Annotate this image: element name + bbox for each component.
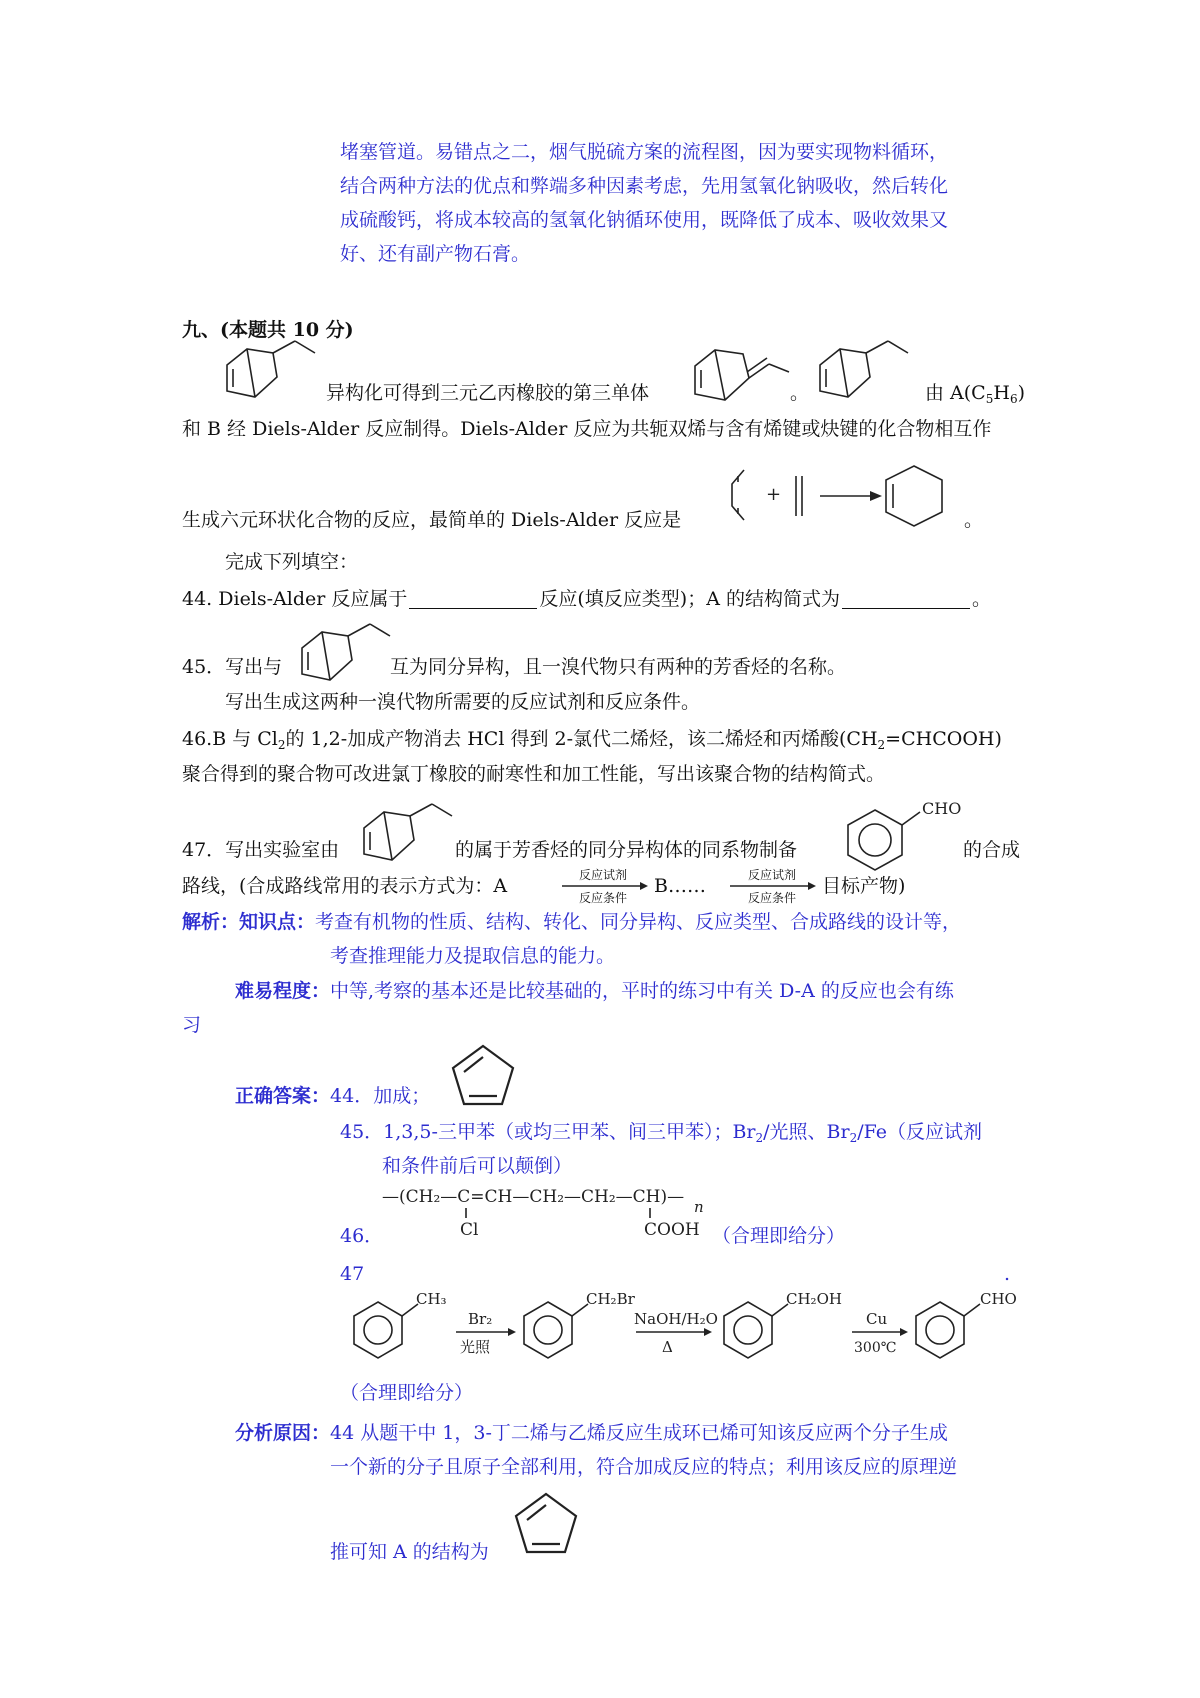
svg-text:Cl: Cl xyxy=(460,1220,479,1240)
answer-44: 正确答案：44．加成； xyxy=(235,1085,431,1107)
svg-text:Cu: Cu xyxy=(866,1310,888,1328)
question-47-e: B…… xyxy=(654,875,706,897)
arrow-1 xyxy=(560,880,650,892)
question-47-c: 的合成 xyxy=(963,839,1021,861)
intro-text-2: 。 xyxy=(790,382,810,404)
svg-text:CHO: CHO xyxy=(980,1290,1017,1308)
vinyl-norbornene-structure-2 xyxy=(808,335,918,415)
svg-text:光照: 光照 xyxy=(460,1338,491,1356)
prev-explanation-line-1: 堵塞管道。易错点之二，烟气脱硫方案的流程图，因为要实现物料循环， xyxy=(340,141,949,163)
intro-text-5: 生成六元环状化合物的反应，最简单的 Diels-Alder 反应是 xyxy=(182,509,682,531)
answer-47-dot: . xyxy=(1004,1263,1011,1285)
prev-explanation-line-4: 好、还有副产物石膏。 xyxy=(340,243,531,265)
ethylidene-norbornene-structure xyxy=(685,338,795,418)
polymer-structure xyxy=(382,1180,722,1260)
answer-blank-type[interactable] xyxy=(409,588,537,609)
cyclopentadiene-structure-2 xyxy=(508,1488,588,1563)
intro-text-3: 由 $A(C_5H_6)$ xyxy=(925,382,1025,406)
intro-text-4: 和 B 经 Diels-Alder 反应制得。Diels-Alder 反应为共轭双烯与含有烯键或炔键的化合物相互作 xyxy=(182,418,992,440)
vinyl-norbornene-q45 xyxy=(290,618,395,693)
reason-analysis-1: 分析原因：44 从题干中 1，3-丁二烯与乙烯反应生成环已烯可知该反应两个分子生成 xyxy=(235,1422,948,1444)
prev-explanation-line-2: 结合两种方法的优点和弊端多种因素考虑，先用氢氧化钠吸收，然后转化 xyxy=(340,175,949,197)
question-47-f: 目标产物) xyxy=(822,875,906,897)
arrow1-bottom: 反应条件 xyxy=(579,891,628,905)
reason-analysis-2: 一个新的分子且原子全部利用，符合加成反应的特点；利用该反应的原理逆 xyxy=(330,1456,958,1478)
arrow2-top: 反应试剂 xyxy=(748,868,797,882)
answer-blank-structure[interactable] xyxy=(842,588,970,609)
answer-46: 46． xyxy=(340,1225,384,1247)
question-46-a: 46.B 与 $Cl_2$的 1,2-加成产物消去 HCl 得到 2-氯代二烯烃，该二烯烃和丙烯酸$(CH_2=CHCOOH)$ xyxy=(182,728,1002,752)
prev-explanation-line-3: 成硫酸钙，将成本较高的氢氧化钠循环使用，既降低了成本、吸收效果又 xyxy=(340,209,949,231)
answer-47: 47 xyxy=(340,1263,365,1285)
svg-text:Δ: Δ xyxy=(662,1338,673,1356)
question-46-b: 聚合得到的聚合物可改进氯丁橡胶的耐寒性和加工性能，写出该聚合物的结构简式。 xyxy=(182,763,886,785)
vinyl-norbornene-q47 xyxy=(352,798,457,873)
vinyl-norbornene-structure xyxy=(215,335,325,415)
arrow-2 xyxy=(728,880,818,892)
question-47-b: 的属于芳香烃的同分异构体的同系物制备 xyxy=(455,839,798,861)
svg-text:CHO: CHO xyxy=(922,799,962,818)
analysis-knowledge: 解析：知识点：考查有机物的性质、结构、转化、同分异构、反应类型、合成路线的设计等， xyxy=(182,911,962,933)
question-47-a: 47．写出实验室由 xyxy=(182,839,340,861)
diels-alder-scheme xyxy=(722,460,962,535)
answer-47-note: （合理即给分） xyxy=(340,1382,474,1404)
svg-text:NaOH/H₂O: NaOH/H₂O xyxy=(634,1310,718,1328)
reason-analysis-3: 推可知 A 的结构为 xyxy=(330,1541,489,1563)
question-45-a: 45．写出与 xyxy=(182,656,283,678)
fill-prompt: 完成下列填空： xyxy=(225,551,359,573)
svg-text:n: n xyxy=(694,1198,704,1216)
benzaldehyde-structure xyxy=(840,798,980,878)
answer-45: 45．1,3,5-三甲苯（或均三甲苯、间三甲苯）；$Br_2/$光照、$Br_2/Fe$（反应试剂 xyxy=(340,1121,983,1145)
svg-text:300℃: 300℃ xyxy=(854,1340,897,1356)
analysis-difficulty-2: 习 xyxy=(182,1014,202,1036)
svg-text:COOH: COOH xyxy=(644,1220,700,1240)
question-45-b: 互为同分异构，且一溴代物只有两种的芳香烃的名称。 xyxy=(390,656,847,678)
synthesis-scheme xyxy=(348,1288,1028,1378)
question-47-d: 路线，(合成路线常用的表示方式为：A xyxy=(182,875,508,897)
analysis-knowledge-2: 考查推理能力及提取信息的能力。 xyxy=(330,945,616,967)
svg-text:CH₃: CH₃ xyxy=(416,1290,447,1308)
arrow1-top: 反应试剂 xyxy=(579,868,628,882)
svg-text:CH₂Br: CH₂Br xyxy=(586,1290,635,1308)
arrow2-bottom: 反应条件 xyxy=(748,891,797,905)
svg-text:CH₂OH: CH₂OH xyxy=(786,1290,842,1308)
svg-text:—(CH₂—C=CH—CH₂—CH₂—CH)—: —(CH₂—C=CH—CH₂—CH₂—CH)— xyxy=(382,1187,685,1207)
cyclopentadiene-structure xyxy=(445,1040,525,1115)
answer-46-note: （合理即给分） xyxy=(712,1225,846,1247)
question-45-c: 写出生成这两种一溴代物所需要的反应试剂和反应条件。 xyxy=(225,691,701,713)
intro-text-6: 。 xyxy=(964,509,984,531)
svg-text:Br₂: Br₂ xyxy=(468,1310,493,1328)
intro-text-1: 异构化可得到三元乙丙橡胶的第三单体 xyxy=(326,382,650,404)
question-44: 44. Diels-Alder 反应属于 反应(填反应类型)；A 的结构简式为 。 xyxy=(182,588,991,610)
section-title: 九、(本题共 10 分) xyxy=(182,319,354,341)
analysis-difficulty: 难易程度：中等,考察的基本还是比较基础的，平时的练习中有关 D-A 的反应也会有练 xyxy=(235,980,954,1002)
answer-45-b: 和条件前后可以颠倒） xyxy=(382,1155,573,1177)
plus-sign: + xyxy=(766,484,782,505)
